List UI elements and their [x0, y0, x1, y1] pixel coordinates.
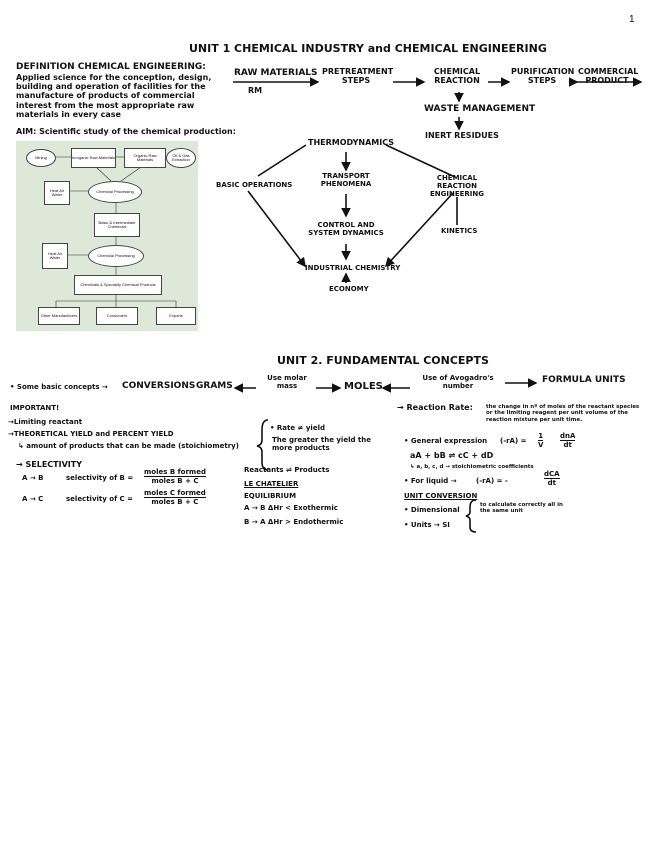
page-number: 1 — [629, 14, 635, 25]
amount-products: ↳ amount of products that can be made (stoichiometry) — [18, 442, 239, 450]
photo-inorganic: Inorganic Raw Materials — [71, 148, 116, 168]
chemical-production-photo — [16, 141, 198, 331]
greater-yield: The greater the yield the more products — [272, 436, 372, 453]
diagram-basic-operations: BASIC OPERATIONS — [216, 181, 293, 189]
diagram-chemical-reaction-engineering: CHEMICAL REACTION ENGINEERING — [429, 174, 484, 199]
flow-waste-management: WASTE MANAGEMENT — [424, 104, 536, 114]
flow-purification: PURIFICATION STEPS — [511, 67, 575, 86]
reaction-rate-text: the change in nº of moles of the reactant species or the limiting reagent per unit volume of the reaction mixture per unit time. — [486, 404, 640, 423]
grams-label: GRAMS — [196, 381, 233, 391]
flow-pretreatment: PRETREATMENT STEPS — [322, 67, 394, 86]
diagram-thermodynamics: THERMODYNAMICS — [308, 138, 394, 147]
flow-commercial-product: COMMERCIAL PRODUCT — [578, 67, 639, 86]
general-fraction-2-denominator: dt — [563, 441, 572, 449]
photo-chemical-products: Chemicals & Speciality Chemical Products — [74, 275, 162, 295]
selectivity-c-label: selectivity of C = — [66, 495, 133, 503]
photo-exports: Exports — [156, 307, 196, 325]
theoretical-yield: →THEORETICAL YIELD and PERCENT YIELD — [8, 430, 174, 438]
diagram-industrial-chemistry: INDUSTRIAL CHEMISTRY — [305, 264, 401, 272]
use-molar-mass: Use molar mass — [267, 374, 307, 391]
liquid-fraction — [544, 470, 560, 487]
diagram-control-dynamics: CONTROL AND SYSTEM DYNAMICS — [308, 221, 384, 238]
photo-organic: Organic Raw Materials — [124, 148, 166, 168]
photo-chemical-processing-1: Chemical Processing — [88, 181, 142, 203]
photo-other-manufacturers: Other Manufacturers — [38, 307, 80, 325]
diagram-transport-phenomena: TRANSPORT PHENOMENA — [320, 172, 372, 189]
selectivity-b-label: selectivity of B = — [66, 474, 134, 482]
general-fraction-2 — [560, 432, 575, 449]
photo-mining: Mining — [26, 149, 56, 167]
selectivity-heading: → SELECTIVITY — [16, 460, 82, 469]
photo-chemical-processing-2: Chemical Processing — [88, 245, 144, 267]
photo-basic-chemicals: Basic & Intermediate Chemicals — [94, 213, 140, 237]
basic-concepts: • Some basic concepts → — [10, 383, 108, 391]
aim-text: AIM: Scientific study of the chemical production: — [16, 127, 236, 136]
selectivity-c-reaction: A → C — [22, 495, 44, 503]
reactants-products: Reactants ⇌ Products — [244, 466, 330, 474]
calc-correctly: to calculate correctly all in the same unit — [480, 502, 563, 515]
selectivity-c-numerator: moles C formed — [144, 489, 206, 497]
unit2-title: UNIT 2. FUNDAMENTAL CONCEPTS — [277, 354, 489, 367]
stoichiometric-equation: aA + bB ⇌ cC + dD — [410, 451, 494, 460]
limiting-reactant: →Limiting reactant — [8, 418, 83, 426]
flow-rm: RM — [248, 86, 263, 95]
le-chatelier: LE CHATELIER — [244, 480, 299, 488]
flow-inert-residues: INERT RESIDUES — [425, 131, 499, 140]
unit-conversion-heading: UNIT CONVERSION — [404, 492, 478, 500]
photo-heat-air-water-2: Heat Air Water — [42, 243, 68, 269]
liquid-fraction-numerator: dCA — [544, 470, 560, 478]
flow-chemical-reaction: CHEMICAL REACTION — [433, 67, 481, 86]
for-liquid: • For liquid → — [404, 477, 457, 485]
exothermic: A → B ΔHr < Exothermic — [244, 504, 338, 512]
diagram-economy: ECONOMY — [329, 285, 369, 293]
rate-yield: • Rate ≠ yield — [270, 424, 325, 432]
conversions-label: CONVERSIONS — [122, 381, 196, 391]
use-avogadro: Use of Avogadro's number — [422, 374, 494, 391]
unit1-title: UNIT 1 CHEMICAL INDUSTRY and CHEMICAL ENGINEERING — [189, 42, 547, 55]
important-heading: IMPORTANT! — [10, 404, 60, 412]
liquid-fraction-denominator: dt — [547, 479, 556, 487]
units-si: • Units → SI — [404, 521, 450, 529]
photo-consumers: Consumers — [96, 307, 138, 325]
formula-units-label: FORMULA UNITS — [542, 375, 626, 385]
selectivity-b-denominator: moles B + C — [151, 477, 199, 485]
selectivity-c-denominator: moles B + C — [151, 498, 199, 506]
definition-heading: DEFINITION CHEMICAL ENGINEERING: — [16, 62, 206, 72]
selectivity-b-numerator: moles B formed — [144, 468, 206, 476]
moles-label: MOLES — [344, 381, 383, 392]
liquid-lhs: (-rA) = - — [476, 477, 508, 485]
general-fraction-1-denominator: V — [538, 441, 544, 449]
general-fraction-2-numerator: dnA — [560, 432, 576, 440]
diagram-kinetics: KINETICS — [441, 227, 478, 235]
endothermic: B → A ΔHr > Endothermic — [244, 518, 344, 526]
dimensional: • Dimensional — [404, 506, 460, 514]
equilibrium: EQUILIBRIUM — [244, 492, 297, 500]
flow-raw-materials: RAW MATERIALS — [234, 68, 318, 78]
definition-text: Applied science for the conception, design, building and operation of facilities for the manufacture of products of commercial interest from the most appropriate raw materials in every case — [16, 73, 212, 119]
general-fraction-1 — [538, 432, 543, 449]
selectivity-b-fraction — [144, 468, 206, 485]
general-expression: • General expression — [404, 437, 488, 445]
general-fraction-1-numerator: 1 — [538, 432, 544, 440]
stoichiometric-coefficients: ↳ a, b, c, d → stoichiometric coefficients — [410, 464, 534, 470]
photo-heat-air-water-1: Heat Air Water — [44, 181, 70, 205]
photo-oil-gas: Oil & Gas Extraction — [166, 148, 196, 168]
selectivity-b-reaction: A → B — [22, 474, 44, 482]
reaction-rate-heading: → Reaction Rate: — [397, 403, 473, 412]
general-lhs: (-rA) = — [500, 437, 527, 445]
selectivity-c-fraction — [144, 489, 206, 506]
